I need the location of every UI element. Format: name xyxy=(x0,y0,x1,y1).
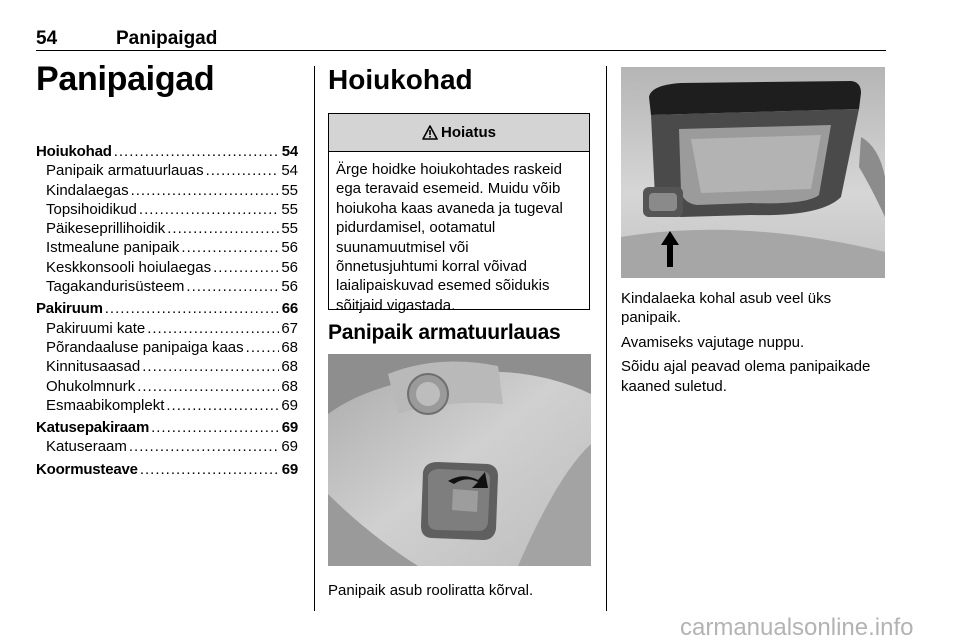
toc-entry xyxy=(36,278,298,297)
toc-leader-dots xyxy=(151,419,280,436)
toc-entry-label: Istmealune panipaik xyxy=(46,239,180,257)
warning-text xyxy=(329,152,589,315)
toc-entry-label: Esmaabikomplekt xyxy=(46,396,165,414)
warning-triangle-icon xyxy=(422,125,438,140)
body-line: kaaned suletud. xyxy=(621,377,727,395)
toc-entry xyxy=(36,182,298,201)
body-paragraph xyxy=(621,289,887,328)
body-line: Avamiseks vajutage nuppu. xyxy=(621,333,805,351)
toc-leader-dots xyxy=(246,339,280,356)
warning-line: sõitjaid vigastada. xyxy=(336,296,456,314)
toc-entry xyxy=(36,239,298,258)
toc-entry xyxy=(36,461,298,480)
toc-entry-page: 55 xyxy=(281,200,298,218)
toc-entry-page: 67 xyxy=(281,319,298,337)
toc-leader-dots xyxy=(105,300,280,317)
toc-leader-dots xyxy=(186,278,279,295)
section-title: Hoiukohad xyxy=(328,64,473,95)
toc-entry-label: Ohukolmnurk xyxy=(46,377,136,395)
toc-entry-page: 54 xyxy=(281,162,298,180)
toc-entry-page: 69 xyxy=(281,438,298,456)
body-line: panipaik. xyxy=(621,309,682,327)
toc-leader-dots xyxy=(213,259,279,276)
dashboard-compartment-photo xyxy=(328,354,591,566)
toc-entry xyxy=(36,201,298,220)
toc-entry-label: Koormusteave xyxy=(36,460,138,478)
toc-leader-dots xyxy=(167,220,279,237)
subsection-title: Panipaik armatuurlauas xyxy=(328,321,561,344)
toc-entry xyxy=(36,259,298,278)
column-divider xyxy=(314,66,315,611)
photo-caption: Panipaik asub rooliratta kõrval. xyxy=(328,582,534,599)
toc-entry-label: Kindalaegas xyxy=(46,181,129,199)
page-number: 54 xyxy=(36,28,58,49)
toc-entry-label: Hoiukohad xyxy=(36,143,112,160)
toc-entry xyxy=(36,438,298,457)
toc-entry-label: Põrandaaluse panipaiga kaas xyxy=(46,338,244,356)
warning-line: Ärge hoidke hoiukohtades raskeid xyxy=(336,161,562,178)
upper-compartment-photo xyxy=(621,67,885,278)
toc-entry-page: 69 xyxy=(281,419,298,437)
toc-entry xyxy=(36,397,298,416)
body-paragraph xyxy=(621,357,887,396)
toc-leader-dots xyxy=(129,438,279,455)
toc-entry xyxy=(36,339,298,358)
warning-header xyxy=(329,114,589,152)
toc-entry-page: 55 xyxy=(281,181,298,199)
toc-entry xyxy=(36,162,298,181)
toc-leader-dots xyxy=(181,239,279,256)
toc-leader-dots xyxy=(140,461,280,478)
toc-entry xyxy=(36,220,298,239)
toc-entry xyxy=(36,300,298,319)
toc-entry xyxy=(36,143,298,162)
toc-entry-label: Pakiruum xyxy=(36,300,103,318)
toc-entry-label: Topsihoidikud xyxy=(46,200,137,218)
toc-leader-dots xyxy=(206,162,280,179)
body-line: Sõidu ajal peavad olema panipaikade xyxy=(621,358,871,376)
page-header xyxy=(36,28,886,52)
toc-entry-label: Panipaik armatuurlauas xyxy=(46,162,204,180)
warning-line: hoiukoha kaas avaneda ja tugeval xyxy=(336,199,563,217)
running-title: Panipaigad xyxy=(116,28,218,49)
section-body-text xyxy=(621,289,887,401)
toc-entry-page: 68 xyxy=(281,358,298,376)
toc-entry-label: Päikeseprillihoidik xyxy=(46,220,166,238)
toc-entry-label: Kinnitusaasad xyxy=(46,358,141,376)
toc-entry xyxy=(36,378,298,397)
toc-entry-page: 55 xyxy=(281,220,298,238)
toc-entry-page: 68 xyxy=(281,377,298,395)
toc-entry xyxy=(36,320,298,339)
toc-entry-page: 56 xyxy=(281,258,298,276)
toc-leader-dots xyxy=(139,201,279,218)
toc-leader-dots xyxy=(131,182,280,199)
toc-entry-page: 54 xyxy=(281,143,298,160)
toc-entry-label: Katuseraam xyxy=(46,438,127,456)
toc-leader-dots xyxy=(142,358,279,375)
toc-leader-dots xyxy=(114,143,280,160)
table-of-contents xyxy=(36,143,298,480)
toc-entry-page: 56 xyxy=(281,278,298,296)
toc-entry-page: 66 xyxy=(281,300,298,318)
warning-box xyxy=(328,113,590,314)
warning-line: ega teravaid esemeid. Muidu võib xyxy=(336,180,561,198)
warning-line: laialipaiskuvad esemed sõidukis xyxy=(336,277,550,295)
toc-leader-dots xyxy=(137,378,279,395)
toc-entry-label: Tagakandurisüsteem xyxy=(46,278,185,296)
toc-entry xyxy=(36,419,298,438)
toc-entry-page: 56 xyxy=(281,239,298,257)
toc-entry-label: Katusepakiraam xyxy=(36,419,150,437)
toc-leader-dots xyxy=(147,320,279,337)
watermark: carmanualsonline.info xyxy=(680,614,914,641)
header-rule xyxy=(36,50,886,51)
chapter-title: Panipaigad xyxy=(36,60,215,98)
toc-entry-page: 69 xyxy=(281,396,298,414)
body-paragraph xyxy=(621,333,887,352)
toc-entry-label: Keskkonsooli hoiulaegas xyxy=(46,258,212,276)
toc-entry-page: 68 xyxy=(281,338,298,356)
warning-line: suunamuutmisel või xyxy=(336,238,469,256)
toc-entry-page: 69 xyxy=(281,460,298,478)
body-line: Kindalaeka kohal asub veel üks xyxy=(621,290,832,307)
column-divider xyxy=(606,66,607,611)
warning-title: Hoiatus xyxy=(440,124,496,141)
warning-line: õnnetusjuhtumi korral võivad xyxy=(336,258,527,276)
toc-entry xyxy=(36,358,298,377)
warning-line: pidurdamisel, ootamatul xyxy=(336,219,496,237)
toc-leader-dots xyxy=(166,397,279,414)
toc-entry-label: Pakiruumi kate xyxy=(46,319,146,337)
